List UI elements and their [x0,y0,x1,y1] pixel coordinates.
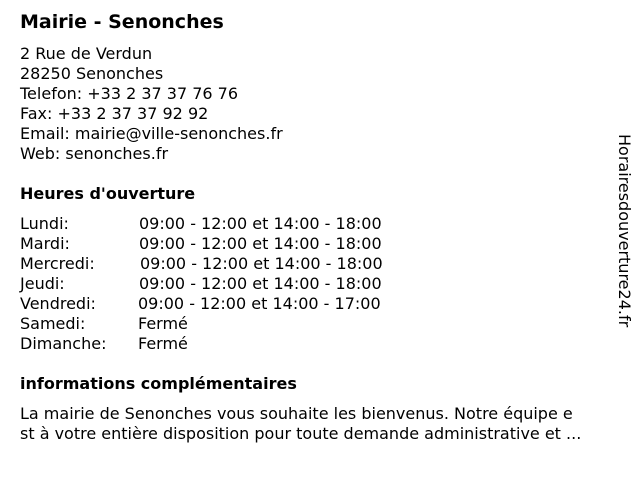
page-title: Mairie - Senonches [20,11,224,33]
hours-time: 09:00 - 12:00 et 14:00 - 18:00 [140,254,383,273]
site-watermark: Horairesdouverture24.fr [615,134,634,328]
hours-time: 09:00 - 12:00 et 14:00 - 17:00 [138,294,381,313]
hours-day: Dimanche: [20,334,107,353]
hours-day: Lundi: [20,214,69,233]
hours-time: Fermé [138,334,188,353]
hours-day: Jeudi: [20,274,65,293]
address-block [20,44,283,164]
phone-number: Telefon: +33 2 37 37 76 76 [20,84,239,103]
hours-day: Vendredi: [20,294,96,313]
description-line: La mairie de Senonches vous souhaite les bienvenus. Notre équipe e [20,404,573,423]
website: Web: senonches.fr [20,144,169,163]
description-text [20,404,620,444]
street-address: 2 Rue de Verdun [20,44,153,63]
hours-day: Mercredi: [20,254,95,273]
fax-number: Fax: +33 2 37 37 92 92 [20,104,209,123]
hours-time: Fermé [138,314,188,333]
description-line: st à votre entière disposition pour toute demande administrative et ... [20,424,582,443]
hours-day: Mardi: [20,234,70,253]
city-postcode: 28250 Senonches [20,64,164,83]
hours-time: 09:00 - 12:00 et 14:00 - 18:00 [139,234,382,253]
hours-day: Samedi: [20,314,86,333]
additional-info-heading: informations complémentaires [20,374,297,393]
email-address: Email: mairie@ville-senonches.fr [20,124,283,143]
hours-time: 09:00 - 12:00 et 14:00 - 18:00 [139,274,382,293]
hours-time: 09:00 - 12:00 et 14:00 - 18:00 [139,214,382,233]
opening-hours-heading: Heures d'ouverture [20,184,196,203]
